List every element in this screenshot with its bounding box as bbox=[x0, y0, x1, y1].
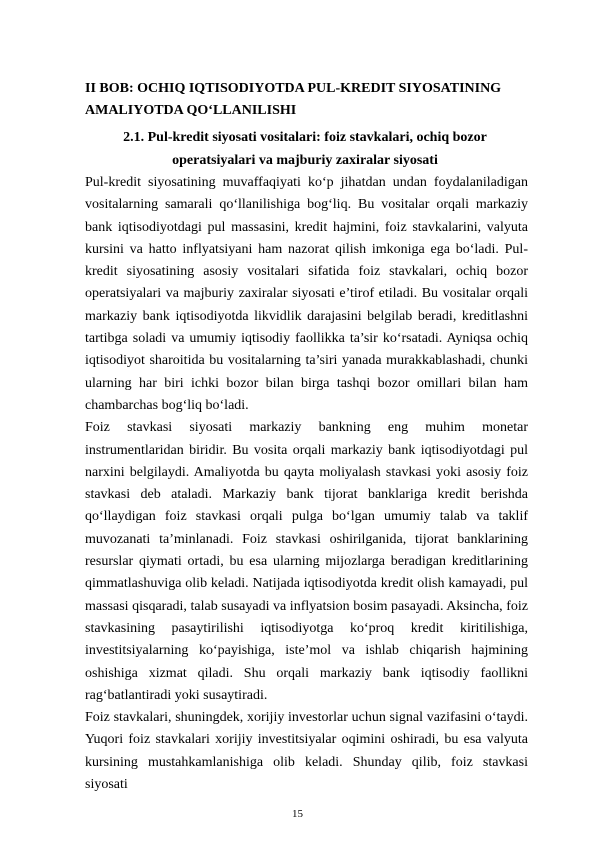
section-heading: 2.1. Pul-kredit siyosati vositalari: foiz stavkalari, ochiq bozor operatsiyalari va majburiy zaxiralar siyosati bbox=[123, 130, 487, 168]
body-text bbox=[85, 172, 528, 796]
paragraph-2: Foiz stavkasi siyosati markaziy bankning eng muhim monetar instrumentlaridan biridir. Bu vosita orqali markaziy bank iqtisodiyotdagi pul narxini belgilaydi. Amaliyotda bu qayta moliyalash stavkasi yoki asosiy foiz stavkasi deb ataladi. Markaziy bank tijorat banklariga kredit berishda qo‘llaydigan foiz stavkasi orqali pulga bo‘lgan umumiy talab va taklif muvozanati ta’minlanadi. Foiz stavkasi oshirilganida, tijorat banklarining resurslar qiymati ortadi, bu esa ularning mijozlarga beradigan kreditlarining qimmatlashuviga olib keladi. Natijada iqtisodiyotda kredit olish kamayadi, pul massasi qisqaradi, talab susayadi va inflyatsion bosim pasayadi. Aksincha, foiz stavkasining pasaytirilishi iqtisodiyotga ko‘proq kredit kiritilishiga, investitsiyalarning ko‘payishiga, iste’mol va ishlab chiqarish hajmining oshishiga xizmat qiladi. Shu orqali markaziy bank iqtisodiy faollikni rag‘batlantiradi yoki susaytiradi. bbox=[85, 420, 528, 703]
paragraph-1: Pul-kredit siyosatining muvaffaqiyati ko‘p jihatdan undan foydalaniladigan vositalarning samarali qo‘llanilishiga bog‘liq. Bu vositalar orqali markaziy bank iqtisodiyotdagi pul massasini, kredit hajmini, foiz stavkalarini, valyuta kursini va hatto inflyatsiyani ham nazorat qilish imkoniga ega bo‘ladi. Pul-kredit siyosatining asosiy vositalari sifatida foiz stavkalari, ochiq bozor operatsiyalari va majburiy zaxiralar siyosati e’tirof etiladi. Bu vositalar orqali markaziy bank iqtisodiyotda likvidlik darajasini belgilab beradi, kreditlashni tartibga soladi va umumiy iqtisodiy faollikka ta’sir ko‘rsatadi. Ayniqsa ochiq iqtisodiyot sharoitida bu vositalarning ta’siri yanada murakkablashadi, chunki ularning har biri ichki bozor bilan birga tashqi bozor omillari bilan ham chambarchas bog‘liq bo‘ladi. bbox=[85, 175, 528, 413]
chapter-heading: II BOB: OCHIQ IQTISODIYOTDA PUL-KREDIT SIYOSATINING AMALIYOTDA QO‘LLANILISHI bbox=[85, 81, 502, 118]
paragraph-3: Foiz stavkalari, shuningdek, xorijiy investorlar uchun signal vazifasini o‘taydi. Yuqori foiz stavkalari xorijiy investitsiyalar oqimini oshiradi, bu esa valyuta kursining mustahkamlanishiga olib keladi. Shunday qilib, foiz stavkasi siyosati bbox=[85, 710, 528, 793]
page-number: 15 bbox=[292, 808, 303, 820]
